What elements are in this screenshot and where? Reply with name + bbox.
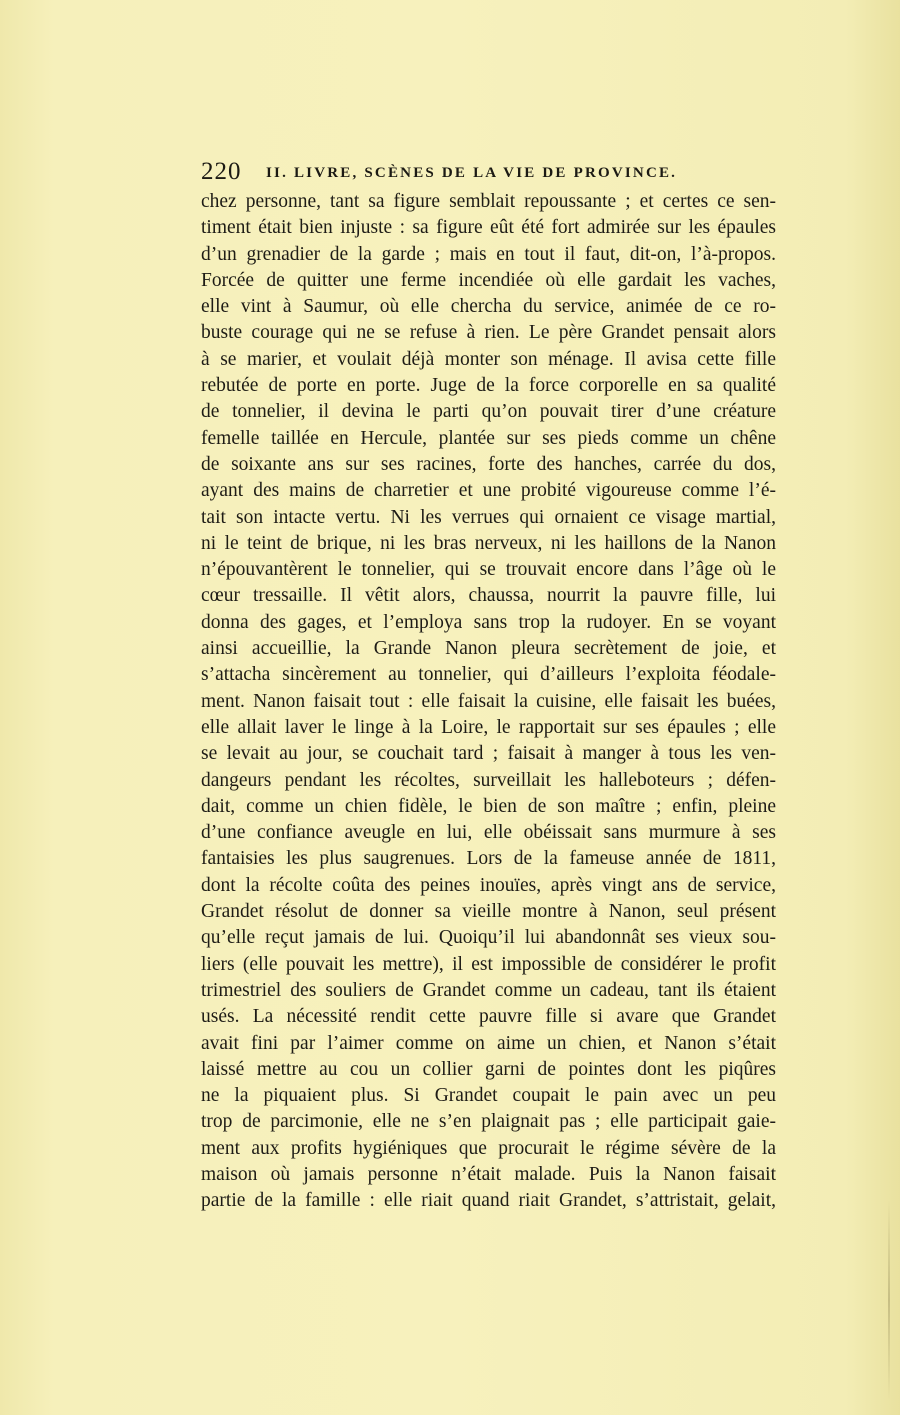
text-line: dangeurs pendant les récoltes, surveillait les halleboteurs ; défen-	[201, 769, 776, 791]
text-line: liers (elle pouvait les mettre), il est impossible de considérer le profit	[201, 953, 776, 975]
page-header	[201, 158, 771, 188]
text-line: rebutée de porte en porte. Juge de la force corporelle en sa qualité	[201, 375, 776, 397]
page-edge-shadow	[888, 1200, 890, 1400]
text-line: buste courage qui ne se refuse à rien. Le père Grandet pensait alors	[201, 322, 776, 344]
text-line: à se marier, et voulait déjà monter son ménage. Il avisa cette fille	[201, 348, 776, 370]
text-line: d’une confiance aveugle en lui, elle obéissait sans murmure à ses	[201, 822, 776, 844]
text-line: Grandet résolut de donner sa vieille montre à Nanon, seul présent	[201, 901, 776, 923]
text-line: tait son intacte vertu. Ni les verrues qui ornaient ce visage martial,	[201, 506, 776, 528]
text-line: timent était bien injuste : sa figure eût été fort admirée sur les épaules	[201, 217, 776, 239]
text-line: de tonnelier, il devina le parti qu’on pouvait tirer d’une créature	[201, 401, 776, 423]
text-line: cœur tressaille. Il vêtit alors, chaussa, nourrit la pauvre fille, lui	[201, 585, 776, 607]
text-line: dont la récolte coûta des peines inouïes, après vingt ans de service,	[201, 874, 776, 896]
body-text	[201, 189, 776, 1215]
text-line: d’un grenadier de la garde ; mais en tout il faut, dit-on, l’à-propos.	[201, 243, 776, 265]
text-line: usés. La nécessité rendit cette pauvre fille si avare que Grandet	[201, 1006, 776, 1028]
text-line: donna des gages, et l’employa sans trop la rudoyer. En se voyant	[201, 611, 776, 633]
text-line: trimestriel des souliers de Grandet comme un cadeau, tant ils étaient	[201, 979, 776, 1001]
text-line: de soixante ans sur ses racines, forte des hanches, carrée du dos,	[201, 453, 776, 475]
text-line: ayant des mains de charretier et une probité vigoureuse comme l’é-	[201, 480, 776, 502]
text-line: ment. Nanon faisait tout : elle faisait la cuisine, elle faisait les buées,	[201, 690, 776, 712]
text-line: maison où jamais personne n’était malade. Puis la Nanon faisait	[201, 1163, 776, 1185]
text-line: ment aux profits hygiéniques que procurait le régime sévère de la	[201, 1137, 776, 1159]
text-line: laissé mettre au cou un collier garni de pointes dont les piqûres	[201, 1058, 776, 1080]
text-line: avait fini par l’aimer comme on aime un chien, et Nanon s’était	[201, 1032, 776, 1054]
text-line: femelle taillée en Hercule, plantée sur ses pieds comme un chêne	[201, 427, 776, 449]
text-line: fantaisies les plus saugrenues. Lors de la fameuse année de 1811,	[201, 848, 776, 870]
text-line: elle allait laver le linge à la Loire, le rapportait sur ses épaules ; elle	[201, 716, 776, 738]
text-line: trop de parcimonie, elle ne s’en plaignait pas ; elle participait gaie-	[201, 1111, 776, 1133]
text-line: elle vint à Saumur, où elle chercha du service, animée de ce ro-	[201, 296, 776, 318]
running-head: II. LIVRE, SCÈNES DE LA VIE DE PROVINCE.	[266, 165, 678, 181]
text-line: se levait au jour, se couchait tard ; faisait à manger à tous les ven-	[201, 743, 776, 765]
text-line: s’attacha sincèrement au tonnelier, qui d’ailleurs l’exploita féodale-	[201, 664, 776, 686]
text-line: dait, comme un chien fidèle, le bien de son maître ; enfin, pleine	[201, 795, 776, 817]
text-line: chez personne, tant sa figure semblait repoussante ; et certes ce sen-	[201, 191, 776, 212]
text-line: ni le teint de brique, ni les bras nerveux, ni les haillons de la Nanon	[201, 532, 776, 554]
text-line: Forcée de quitter une ferme incendiée où elle gardait les vaches,	[201, 269, 776, 291]
text-line: n’épouvantèrent le tonnelier, qui se trouvait encore dans l’âge où le	[201, 559, 776, 581]
text-line: qu’elle reçut jamais de lui. Quoiqu’il lui abandonnât ses vieux sou-	[201, 927, 776, 949]
text-line: partie de la famille : elle riait quand riait Grandet, s’attristait, gelait,	[201, 1190, 776, 1212]
text-line: ainsi accueillie, la Grande Nanon pleura secrètement de joie, et	[201, 638, 776, 660]
page-number: 220	[201, 158, 242, 185]
text-line: ne la piquaient plus. Si Grandet coupait le pain avec un peu	[201, 1085, 776, 1107]
